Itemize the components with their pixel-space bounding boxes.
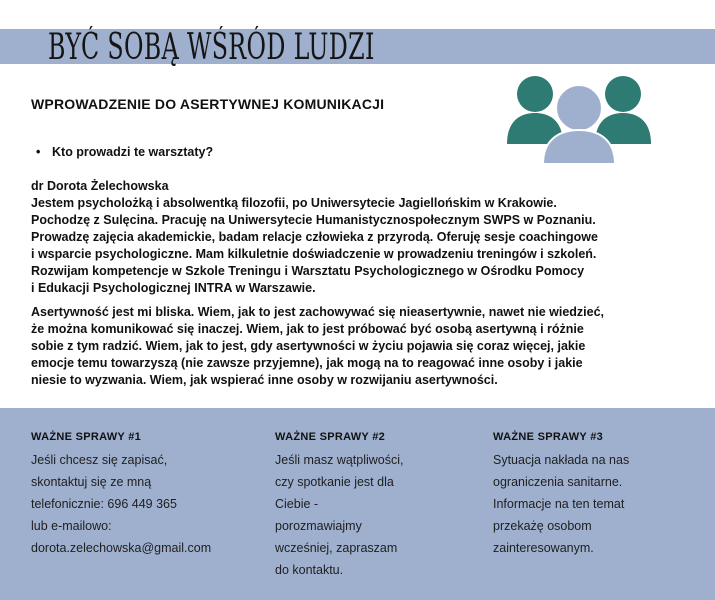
info-line: ograniczenia sanitarne. — [493, 475, 623, 489]
info-line: czy spotkanie jest dla — [275, 475, 394, 489]
bio-line: Jestem psycholożką i absolwentką filozofii, po Uniwersytecie Jagiellońskim w Krakowie. — [31, 196, 557, 210]
info-line: przekażę osobom — [493, 519, 592, 533]
info-line: Ciebie - — [275, 497, 319, 511]
phone-number: telefonicznie: 696 449 365 — [31, 497, 177, 511]
assertiveness-paragraph — [31, 304, 604, 389]
info-column-heading: WAŻNE SPRAWY #1 — [31, 431, 142, 443]
info-line: porozmawiajmy — [275, 519, 362, 533]
info-column-2 — [275, 430, 404, 581]
paragraph-line: sobie z tym radzić. Wiem, jak to jest, gdy asertywności w życiu pojawia się coraz więcej, jakie — [31, 339, 586, 353]
bio-line: Pochodzę z Sulęcina. Pracuję na Uniwersytecie Humanistycznospołecznym SWPS w Poznaniu. — [31, 213, 596, 227]
bio-line: Rozwijam kompetencje w Szkole Treningu i Warsztatu Psychologicznego w Ośrodku Pomocy — [31, 264, 585, 278]
info-line: lub e-mailowo: — [31, 519, 112, 533]
info-column-heading: WAŻNE SPRAWY #2 — [275, 431, 386, 443]
paragraph-line: niesie to wyzwania. Wiem, jak wspierać inne osoby w rozwijaniu asertywności. — [31, 373, 498, 387]
question-text: Kto prowadzi te warsztaty? — [52, 145, 214, 159]
bio-line: i wsparcie psychologiczne. Mam kilkuletnie doświadczenie w prowadzeniu treningów i szkoleń. — [31, 247, 597, 261]
info-line: Sytuacja nakłada na nas — [493, 453, 630, 467]
author-bio — [31, 195, 598, 297]
info-column-heading: WAŻNE SPRAWY #3 — [493, 431, 604, 443]
page-title: BYĆ SOBĄ WŚRÓD LUDZI — [48, 27, 375, 68]
info-line: Jeśli chcesz się zapisać, — [31, 453, 168, 467]
info-column-3 — [493, 430, 629, 559]
info-line: zainteresowanym. — [493, 541, 594, 555]
bio-line: i Edukacji Psychologicznej INTRA w Warszawie. — [31, 281, 316, 295]
bio-line: Prowadzę zajęcia akademickie, badam relacje człowieka z przyrodą. Oferuję sesje coachingowe — [31, 230, 598, 244]
question-item — [36, 143, 213, 161]
question-list — [36, 143, 213, 161]
email-address[interactable]: dorota.zelechowska@gmail.com — [31, 541, 212, 555]
bullet-icon: • — [36, 145, 41, 159]
group-of-people-icon — [505, 70, 657, 166]
info-line: skontaktuj się ze mną — [31, 475, 152, 489]
paragraph-line: emocje temu towarzyszą (nie zawsze przyjemne), jak mogą na to reagować inne osoby i jakie — [31, 356, 583, 370]
info-column-1 — [31, 430, 211, 559]
info-line: Informacje na ten temat — [493, 497, 625, 511]
section-heading: WPROWADZENIE DO ASERTYWNEJ KOMUNIKACJI — [31, 96, 385, 112]
paragraph-line: że można komunikować się inaczej. Wiem, jak to jest próbować być osobą asertywną i różnie — [31, 322, 584, 336]
info-line: Jeśli masz wątpliwości, — [275, 453, 404, 467]
info-line: wcześniej, zapraszam — [275, 541, 398, 555]
paragraph-line: Asertywność jest mi bliska. Wiem, jak to jest zachowywać się nieasertywnie, nawet nie wiedzieć, — [31, 305, 605, 319]
info-line: do kontaktu. — [275, 563, 344, 577]
author-name: dr Dorota Żelechowska — [31, 179, 169, 193]
